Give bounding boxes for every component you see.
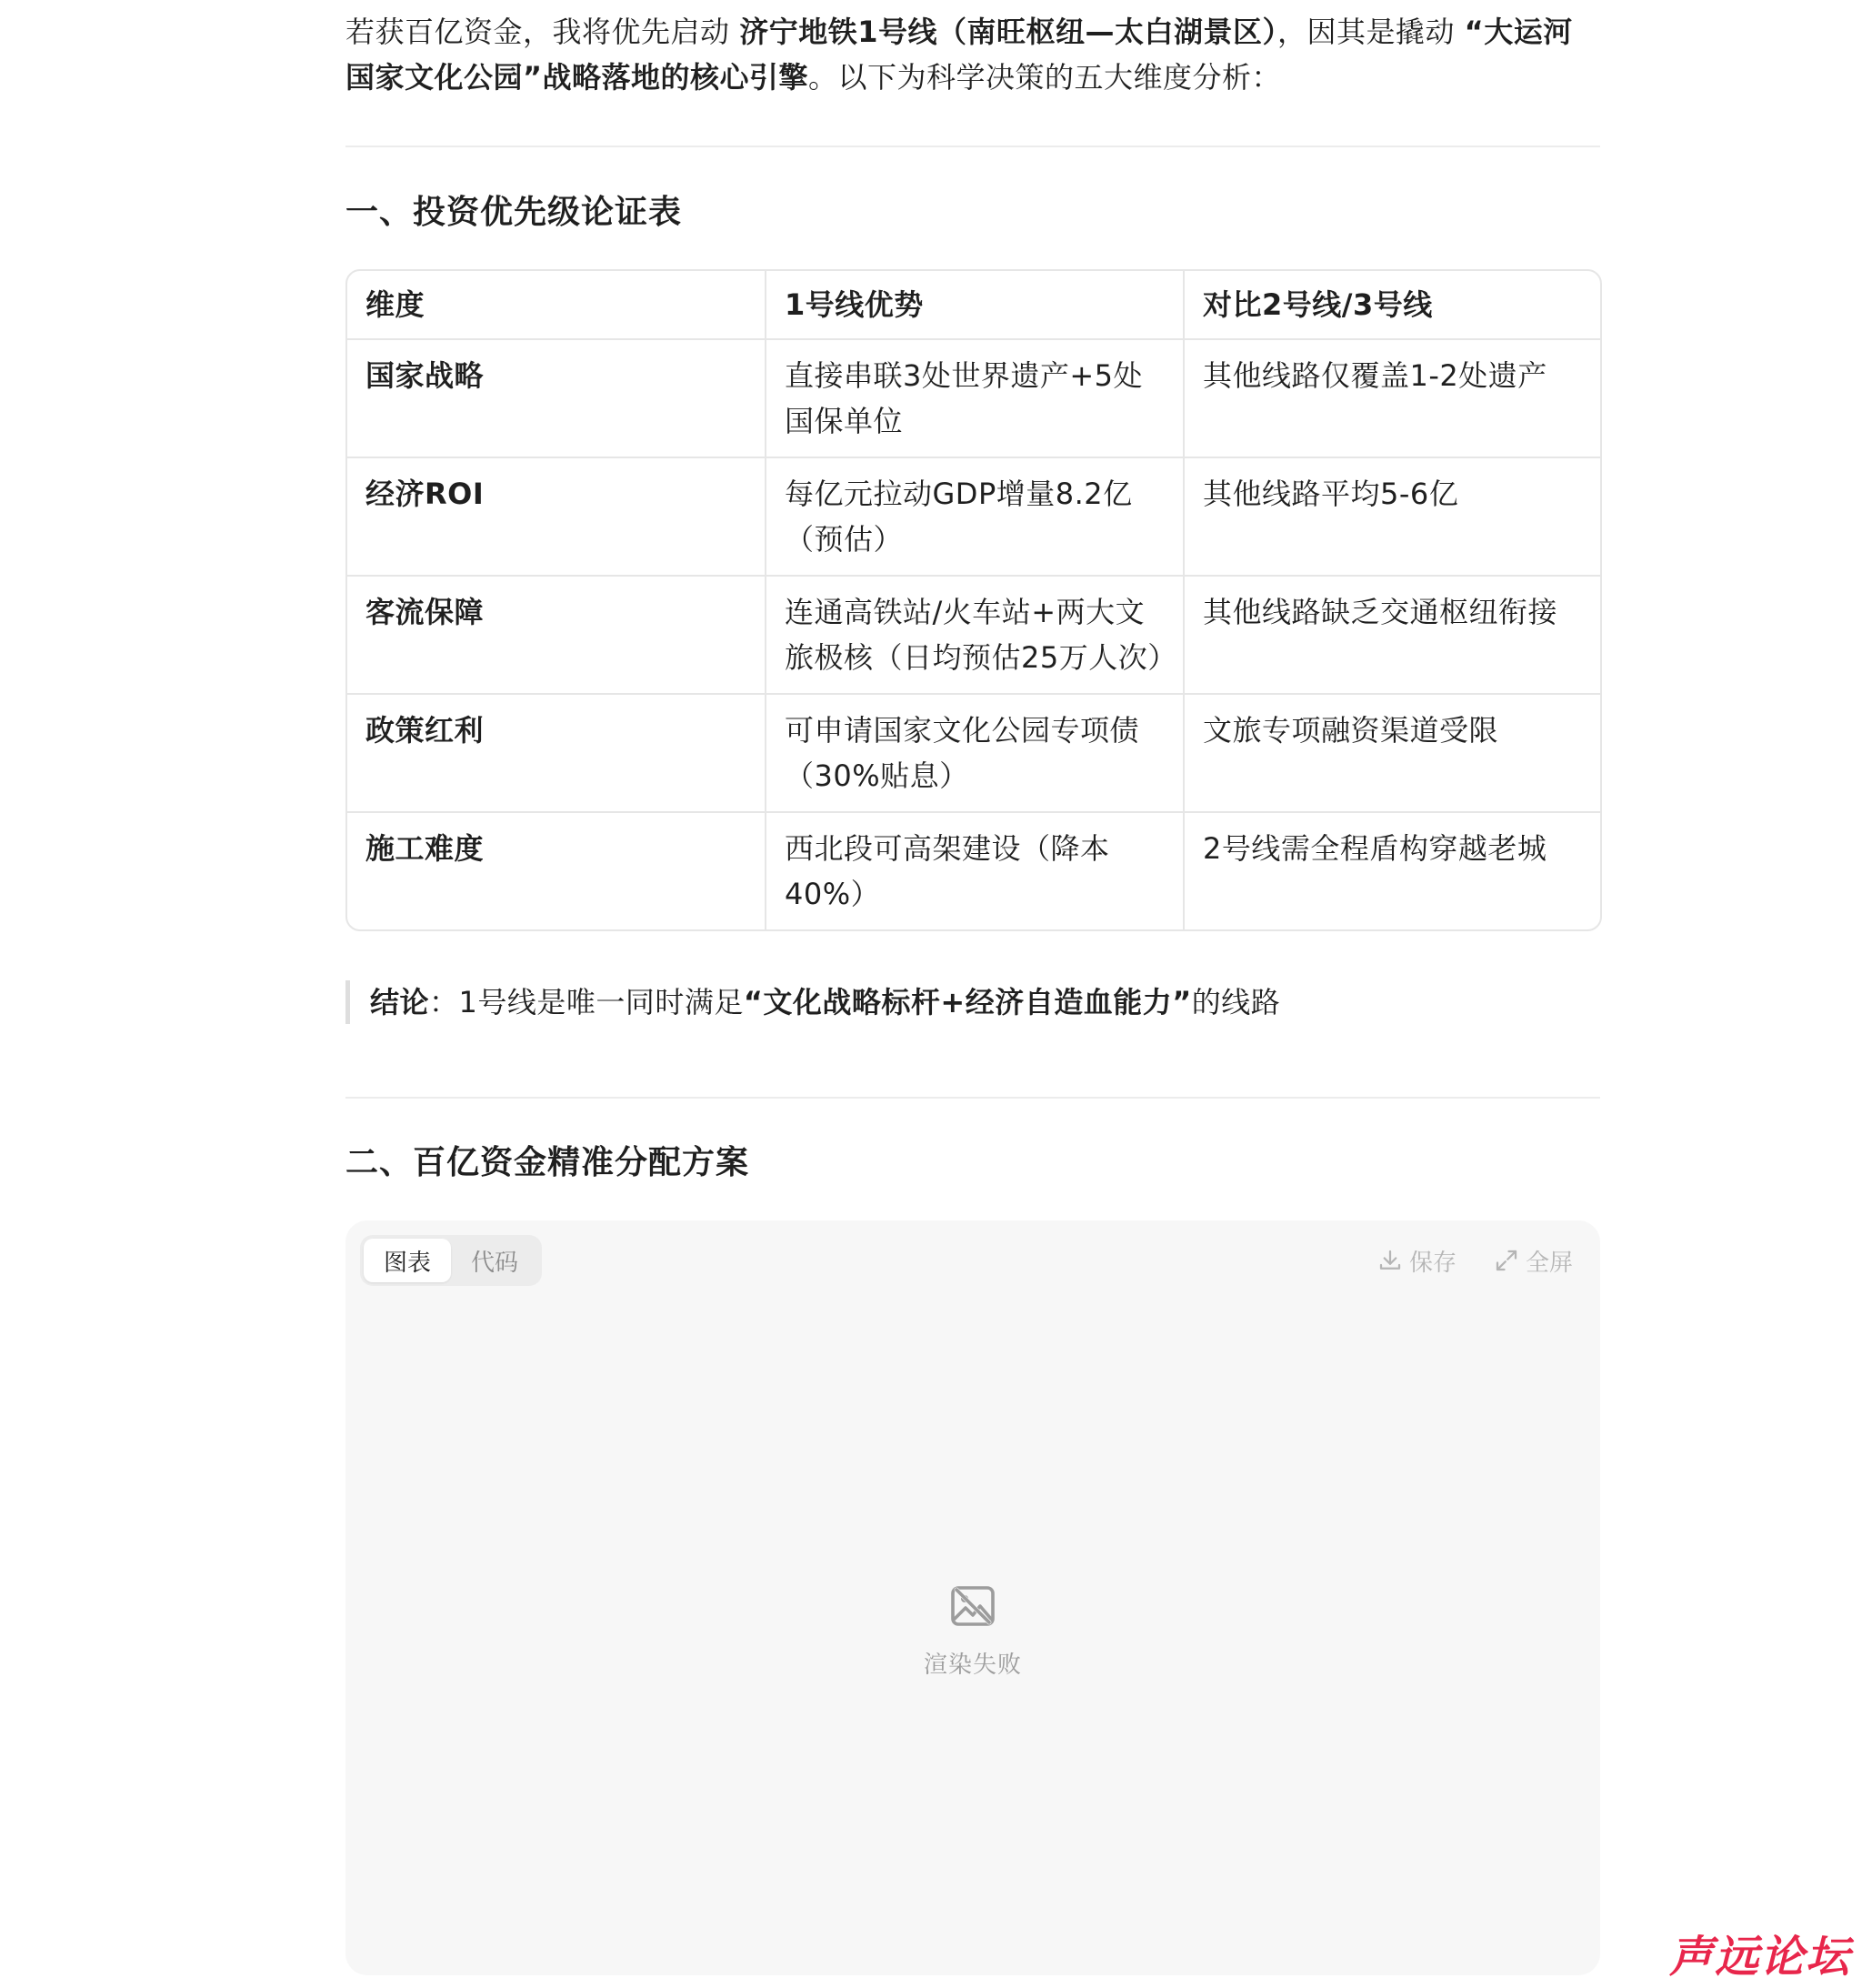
intro-text-1: 若获百亿资金，我将优先启动 xyxy=(345,15,740,49)
conclusion-bold: “文化战略标杆+经济自造血能力” xyxy=(743,985,1192,1019)
table-cell-comparison: 其他线路缺乏交通枢纽衔接 xyxy=(1184,576,1600,694)
download-icon xyxy=(1376,1247,1404,1274)
intro-paragraph xyxy=(345,9,1600,100)
intro-bold-1: 济宁地铁1号线（南旺枢纽—太白湖景区） xyxy=(739,15,1277,49)
table-cell-advantage: 连通高铁站/火车站+两大文旅极核（日均预估25万人次） xyxy=(766,576,1184,694)
chart-card xyxy=(345,1220,1600,1975)
table-cell-dimension: 国家战略 xyxy=(347,339,766,457)
expand-icon xyxy=(1493,1247,1520,1274)
fullscreen-button[interactable] xyxy=(1493,1244,1573,1278)
conclusion-label: 结论 xyxy=(370,985,430,1019)
view-tabs xyxy=(360,1235,542,1286)
table-cell-comparison: 文旅专项融资渠道受限 xyxy=(1184,694,1600,812)
table-cell-dimension: 政策红利 xyxy=(347,694,766,812)
watermark-logo: 声远论坛 xyxy=(1668,1932,1851,1983)
fullscreen-label: 全屏 xyxy=(1525,1249,1573,1277)
table-row xyxy=(347,694,1600,812)
tab-code[interactable]: 代码 xyxy=(471,1249,519,1277)
table-header-cell: 维度 xyxy=(347,271,766,339)
render-error xyxy=(345,1584,1600,1680)
broken-image-icon xyxy=(949,1584,996,1632)
priority-table xyxy=(345,269,1602,931)
table-cell-advantage: 可申请国家文化公园专项债（30%贴息） xyxy=(766,694,1184,812)
table-cell-dimension: 经济ROI xyxy=(347,457,766,576)
table-cell-comparison: 其他线路平均5-6亿 xyxy=(1184,457,1600,576)
table-cell-dimension: 施工难度 xyxy=(347,812,766,929)
table-header-cell: 对比2号线/3号线 xyxy=(1184,271,1600,339)
conclusion-text-2: 的线路 xyxy=(1191,985,1281,1019)
section-title-priority: 一、投资优先级论证表 xyxy=(345,194,683,231)
table-cell-comparison: 其他线路仅覆盖1-2处遗产 xyxy=(1184,339,1600,457)
main-content xyxy=(345,0,1600,1679)
table-header-cell: 1号线优势 xyxy=(766,271,1184,339)
divider xyxy=(345,146,1600,147)
render-error-text: 渲染失败 xyxy=(923,1652,1022,1679)
section-title-allocation: 二、百亿资金精准分配方案 xyxy=(345,1144,750,1181)
table-row xyxy=(347,812,1600,929)
table-cell-advantage: 西北段可高架建设（降本40%） xyxy=(766,812,1184,929)
save-button[interactable] xyxy=(1376,1244,1457,1278)
table-cell-advantage: 直接串联3处世界遗产+5处国保单位 xyxy=(766,339,1184,457)
tab-chart[interactable]: 图表 xyxy=(364,1239,451,1282)
table-cell-advantage: 每亿元拉动GDP增量8.2亿（预估） xyxy=(766,457,1184,576)
table-cell-comparison: 2号线需全程盾构穿越老城 xyxy=(1203,831,1547,866)
table-header-row xyxy=(347,271,1600,339)
intro-text-2: ，因其是撬动 xyxy=(1276,15,1465,49)
table-row xyxy=(347,457,1600,576)
table-cell-dimension: 客流保障 xyxy=(347,576,766,694)
table-row xyxy=(347,576,1600,694)
intro-text-3: 。以下为科学决策的五大维度分析： xyxy=(808,60,1282,95)
chart-toolbar xyxy=(1376,1239,1573,1282)
conclusion-quote xyxy=(345,980,1280,1024)
table-row xyxy=(347,339,1600,457)
divider xyxy=(345,1097,1600,1099)
conclusion-text-1: ：1号线是唯一同时满足 xyxy=(429,985,744,1019)
intro-bold-2: “大运河国家文化公园”战略落地的核心引擎 xyxy=(345,15,1573,95)
save-label: 保存 xyxy=(1408,1249,1457,1277)
